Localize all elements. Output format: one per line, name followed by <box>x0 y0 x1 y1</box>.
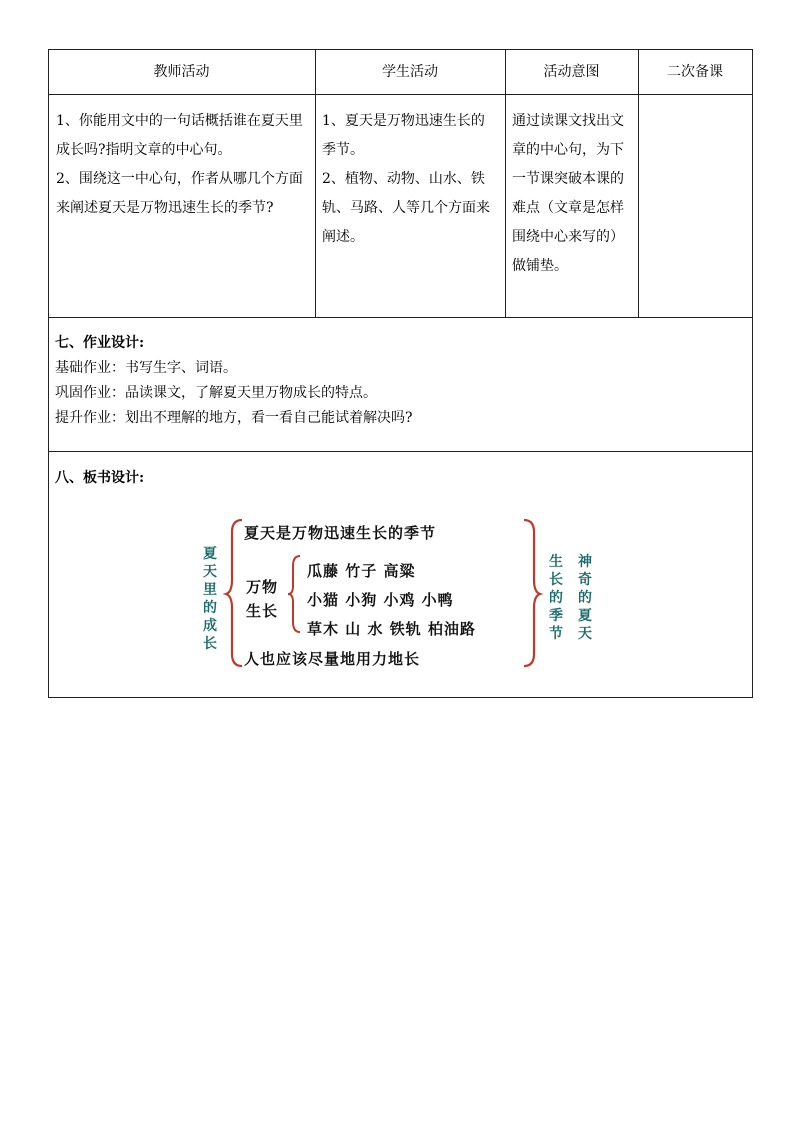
table-divider-homework <box>48 451 753 452</box>
homework-item: 提升作业：划出不理解的地方，看一看自己能试着解决吗? <box>55 410 413 426</box>
student-activity-cell <box>316 107 504 252</box>
board-left-brace <box>226 518 246 668</box>
board-right-magical-summer: 神奇的夏天 <box>578 554 592 642</box>
board-shengzhang: 生长 <box>246 602 279 620</box>
table-divider-header <box>48 94 753 95</box>
teacher-activity-item: 1、你能用文中的一句话概括谁在夏天里成长吗?指明文章的中心句。 <box>56 113 303 158</box>
board-right-growth-season: 生长的季节 <box>549 554 563 642</box>
student-activity-item: 1、夏天是万物迅速生长的季节。 <box>322 113 485 158</box>
homework-title: 七、作业设计: <box>55 335 145 351</box>
board-inner-brace <box>288 554 302 634</box>
homework-section <box>55 331 413 431</box>
header-second-prep: 二次备课 <box>667 64 723 80</box>
board-line-summer-season: 夏天是万物迅速生长的季节 <box>244 524 437 542</box>
table-border-left <box>48 49 49 698</box>
board-line-people: 人也应该尽量地用力地长 <box>244 650 421 668</box>
board-row-plants: 瓜藤 竹子 高粱 <box>307 562 416 580</box>
board-wanwu: 万物 <box>246 578 279 596</box>
board-right-brace <box>522 518 540 668</box>
board-row-nature: 草木 山 水 铁轨 柏油路 <box>307 620 476 638</box>
table-divider-row <box>48 317 753 318</box>
table-border-bottom <box>48 697 753 698</box>
board-section <box>55 466 144 491</box>
homework-item: 基础作业：书写生字、词语。 <box>55 360 237 376</box>
header-teacher-activity: 教师活动 <box>153 64 210 80</box>
activity-intent-text: 通过读课文找出文章的中心句，为下一节课突破本课的难点（文章是怎样围绕中心来写的）做铺垫。 <box>512 113 624 274</box>
homework-item: 巩固作业：品读课文，了解夏天里万物成长的特点。 <box>55 385 377 401</box>
teacher-activity-cell <box>50 107 314 223</box>
header-activity-intent: 活动意图 <box>543 64 600 80</box>
board-title: 八、板书设计: <box>55 470 145 486</box>
table-border-right <box>752 49 753 698</box>
teacher-activity-item: 2、围绕这一中心句，作者从哪几个方面来阐述夏天是万物迅速生长的季节? <box>56 171 303 216</box>
header-student-activity: 学生活动 <box>382 64 438 80</box>
activity-intent-cell <box>506 107 637 281</box>
board-left-vertical-title: 夏天里的成长 <box>203 546 217 652</box>
student-activity-item: 2、植物、动物、山水、铁轨、马路、人等几个方面来阐述。 <box>322 171 490 245</box>
board-row-animals: 小猫 小狗 小鸡 小鸭 <box>307 591 454 609</box>
